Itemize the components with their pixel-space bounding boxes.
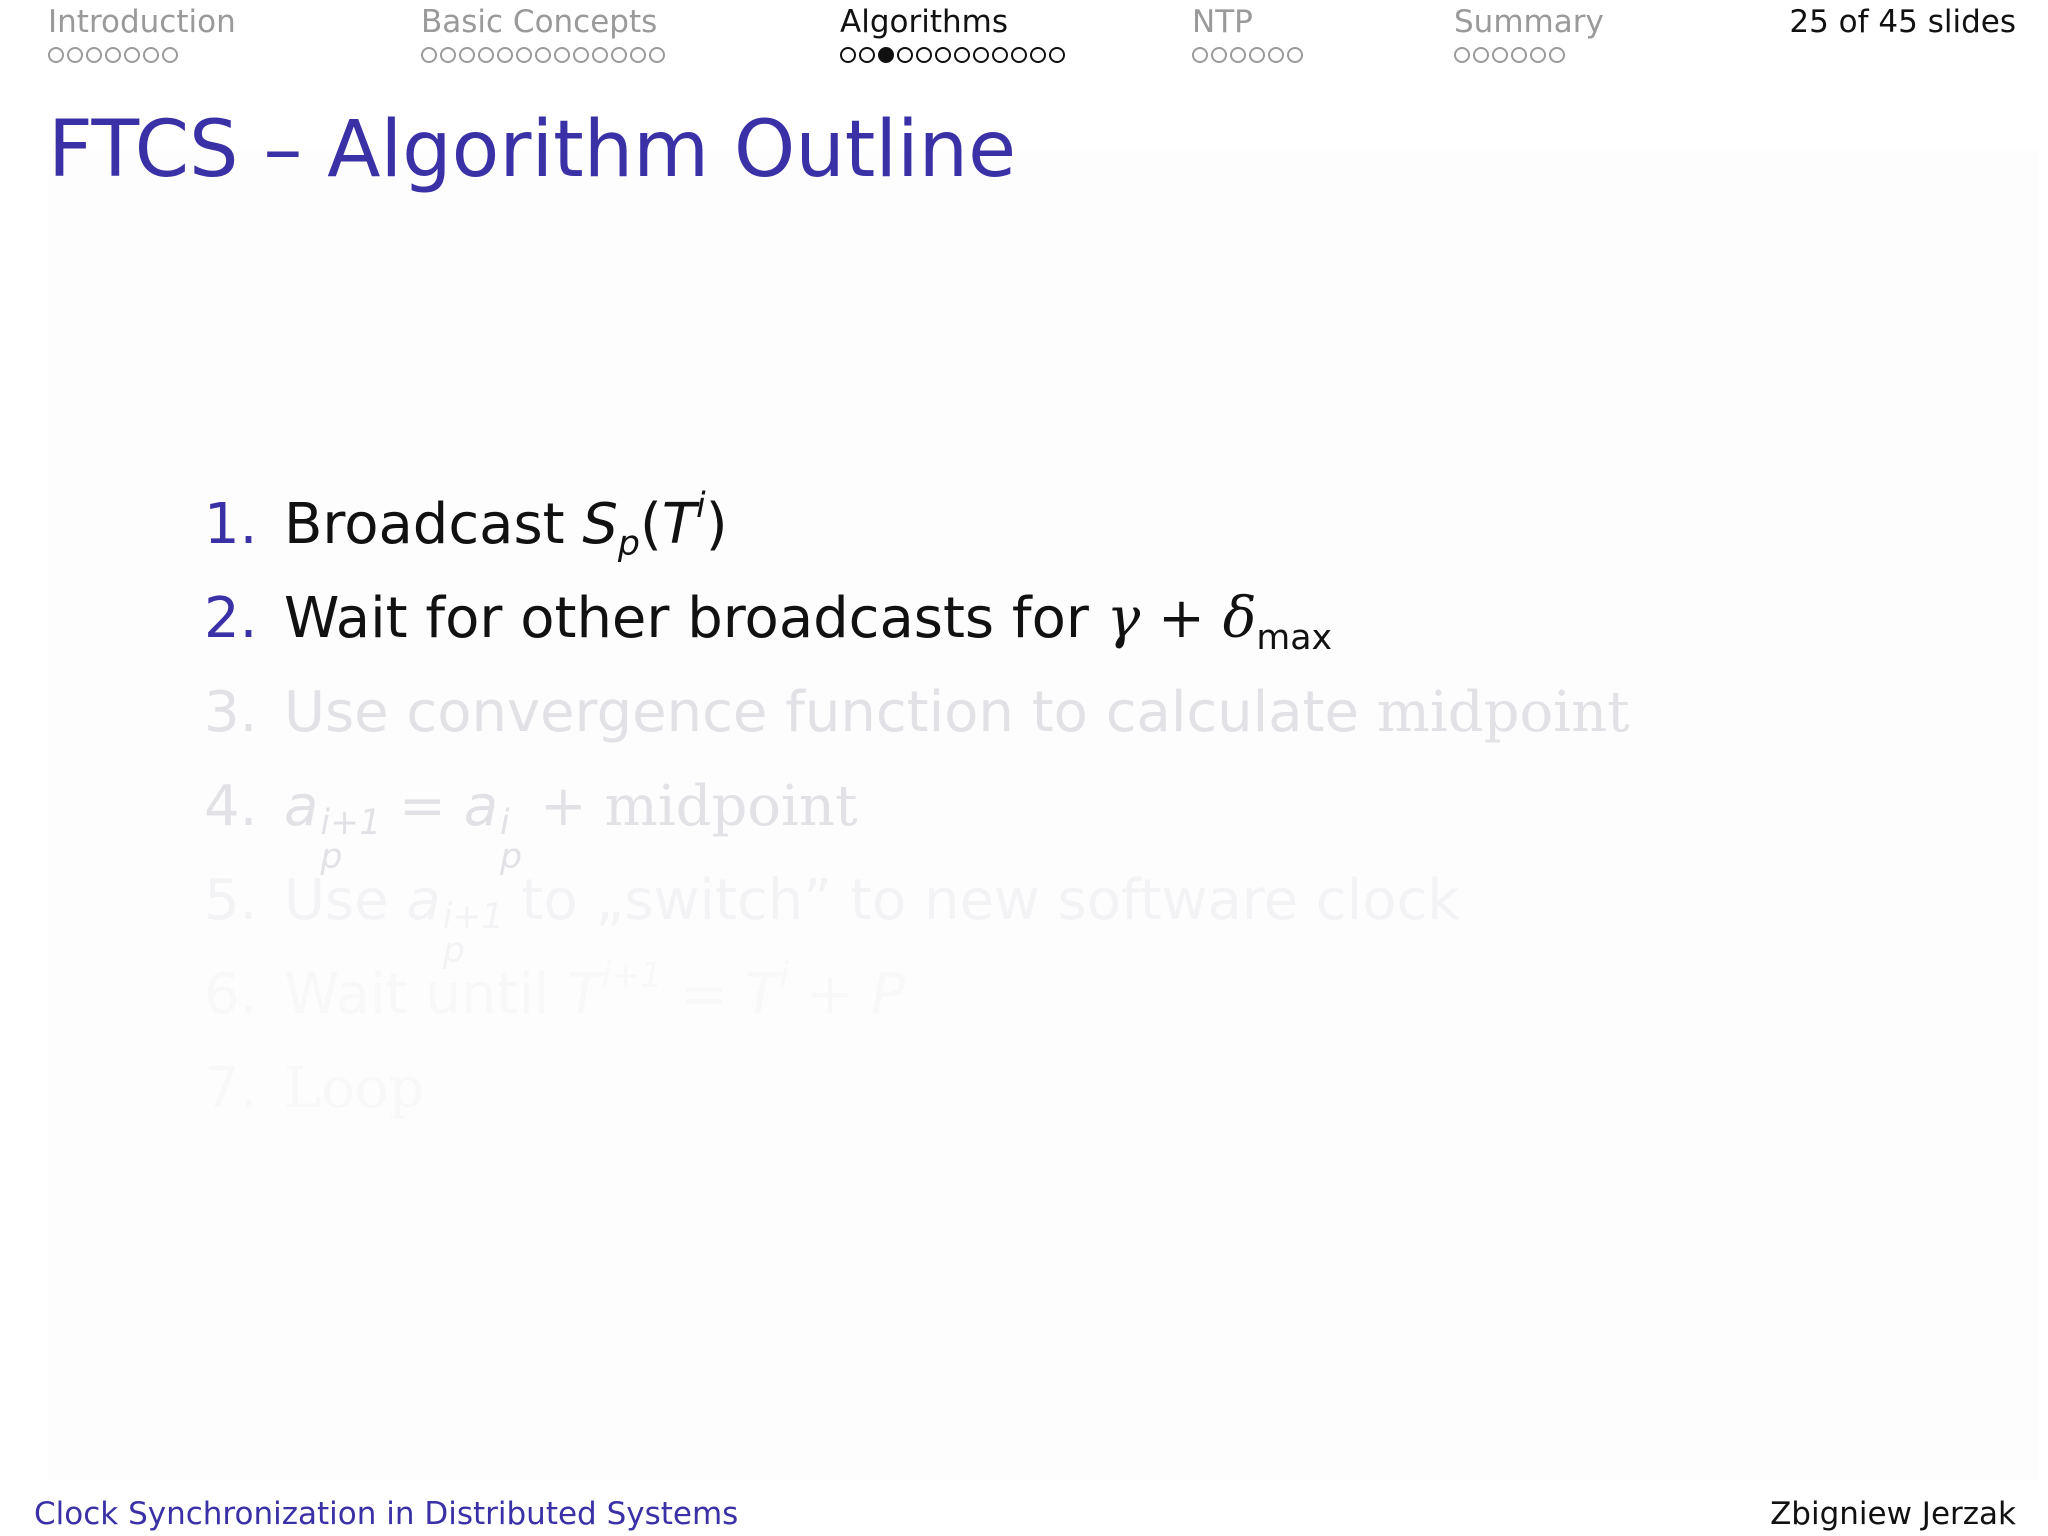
slide-dot[interactable] — [897, 47, 913, 63]
section-navigation — [0, 0, 2048, 80]
nav-section-label[interactable]: Introduction — [48, 4, 236, 40]
slide-title: FTCS – Algorithm Outline — [48, 105, 1017, 195]
step-text-part: Broadcast — [284, 492, 583, 557]
math-symbol: T — [567, 962, 602, 1027]
slide-dot[interactable] — [1473, 47, 1489, 63]
step-4 — [204, 760, 1630, 878]
step-number: 4. — [204, 774, 258, 839]
nav-section-summary[interactable] — [1454, 2, 1604, 63]
slide-dot[interactable] — [105, 47, 121, 63]
slide-dot[interactable] — [124, 47, 140, 63]
algorithm-steps-list — [204, 478, 1630, 1136]
math-superscript: i — [779, 955, 789, 996]
slide-dot[interactable] — [840, 47, 856, 63]
slide-dot[interactable] — [573, 47, 589, 63]
step-number: 3. — [204, 680, 258, 745]
slide-dot[interactable] — [630, 47, 646, 63]
step-text — [284, 666, 1630, 760]
math-symbol: midpoint — [1376, 680, 1630, 745]
math-symbol: + midpoint — [522, 774, 858, 839]
slide-dot[interactable] — [935, 47, 951, 63]
step-text — [284, 1042, 424, 1136]
step-text-part: Wait for other broadcasts for — [284, 586, 1107, 651]
slide-dot[interactable] — [859, 47, 875, 63]
math-superscript: i+1 — [442, 896, 504, 937]
math-symbol: = T — [662, 962, 780, 1027]
math-symbol: a — [406, 868, 441, 933]
nav-section-algorithms[interactable] — [840, 2, 1065, 63]
slide-dot[interactable] — [1030, 47, 1046, 63]
step-7 — [204, 1042, 1630, 1136]
math-superscript: i — [500, 802, 510, 843]
slide-dot[interactable] — [592, 47, 608, 63]
math-symbol: = — [381, 774, 464, 839]
math-subscript: p — [617, 524, 640, 565]
step-3 — [204, 666, 1630, 760]
math-subscript: p — [442, 931, 465, 972]
step-text — [284, 478, 728, 572]
slide-dot[interactable] — [973, 47, 989, 63]
math-subscript: p — [500, 837, 523, 878]
slide-dot[interactable] — [649, 47, 665, 63]
step-5 — [204, 854, 1630, 972]
nav-progress-dots[interactable] — [1192, 47, 1303, 63]
nav-progress-dots[interactable] — [840, 47, 1065, 63]
step-2 — [204, 572, 1630, 666]
slide-dot[interactable] — [86, 47, 102, 63]
nav-progress-dots[interactable] — [48, 47, 236, 63]
step-number: 1. — [204, 492, 258, 557]
nav-section-label[interactable]: Algorithms — [840, 4, 1008, 40]
nav-section-basic-concepts[interactable] — [421, 2, 665, 63]
footer-author: Zbigniew Jerzak — [1770, 1496, 2016, 1532]
nav-progress-dots[interactable] — [421, 47, 665, 63]
slide-dot[interactable] — [162, 47, 178, 63]
slide-dot[interactable] — [1268, 47, 1284, 63]
math-symbol: + P — [788, 962, 906, 1027]
step-text-part: Loop — [284, 1056, 425, 1121]
step-text — [284, 572, 1332, 666]
slide-dot[interactable] — [478, 47, 494, 63]
math-symbol: a — [284, 774, 319, 839]
step-text — [284, 948, 905, 1042]
slide-dot[interactable] — [535, 47, 551, 63]
slide-dot[interactable] — [67, 47, 83, 63]
slide-dot[interactable] — [143, 47, 159, 63]
slide-dot[interactable] — [954, 47, 970, 63]
slide-dot[interactable] — [1192, 47, 1208, 63]
step-text-part: Wait until — [284, 962, 568, 1027]
step-1 — [204, 478, 1630, 572]
math-superscript: i+1 — [601, 955, 663, 996]
slide-dot[interactable] — [516, 47, 532, 63]
nav-section-introduction[interactable] — [48, 2, 236, 63]
current-slide-dot[interactable] — [878, 47, 894, 63]
slide-dot[interactable] — [1249, 47, 1265, 63]
math-superscript: i — [696, 485, 706, 526]
slide-dot[interactable] — [1287, 47, 1303, 63]
nav-progress-dots[interactable] — [1454, 47, 1604, 63]
step-number: 7. — [204, 1056, 258, 1121]
math-symbol: a — [463, 774, 499, 839]
nav-section-label[interactable]: Basic Concepts — [421, 4, 658, 40]
slide-dot[interactable] — [1049, 47, 1065, 63]
nav-section-label[interactable]: Summary — [1454, 4, 1604, 40]
slide-dot[interactable] — [916, 47, 932, 63]
nav-section-ntp[interactable] — [1192, 2, 1303, 63]
slide-dot[interactable] — [421, 47, 437, 63]
math-symbol: ( — [639, 492, 662, 557]
slide-dot[interactable] — [1211, 47, 1227, 63]
slide-dot[interactable] — [1492, 47, 1508, 63]
math-symbol: γ + δ — [1106, 586, 1257, 651]
math-symbol: ) — [705, 492, 728, 557]
step-text-part: Use — [284, 868, 407, 933]
footer-presentation-title: Clock Synchronization in Distributed Systems — [34, 1496, 739, 1532]
slide-dot[interactable] — [1530, 47, 1546, 63]
slide-dot[interactable] — [1011, 47, 1027, 63]
slide-dot[interactable] — [611, 47, 627, 63]
slide-dot[interactable] — [1511, 47, 1527, 63]
slide-dot[interactable] — [48, 47, 64, 63]
nav-section-label[interactable]: NTP — [1192, 4, 1253, 40]
slide-dot[interactable] — [554, 47, 570, 63]
slide-dot[interactable] — [459, 47, 475, 63]
math-superscript: i+1 — [320, 802, 382, 843]
math-subscript: p — [320, 837, 343, 878]
step-6 — [204, 948, 1630, 1042]
slide-dot[interactable] — [1454, 47, 1470, 63]
slide-dot[interactable] — [1230, 47, 1246, 63]
math-symbol: T — [661, 492, 697, 557]
slide-dot[interactable] — [1549, 47, 1565, 63]
step-text-part: to „switch” to new software clock — [503, 868, 1460, 933]
slide-dot[interactable] — [497, 47, 513, 63]
step-number: 6. — [204, 962, 258, 1027]
slide-counter: 25 of 45 slides — [1789, 4, 2016, 40]
math-symbol: S — [582, 492, 618, 557]
step-number: 2. — [204, 586, 258, 651]
math-subscript: max — [1256, 618, 1333, 659]
step-text-part: Use convergence function to calculate — [284, 680, 1377, 745]
slide-dot[interactable] — [992, 47, 1008, 63]
step-number: 5. — [204, 868, 258, 933]
slide-dot[interactable] — [440, 47, 456, 63]
